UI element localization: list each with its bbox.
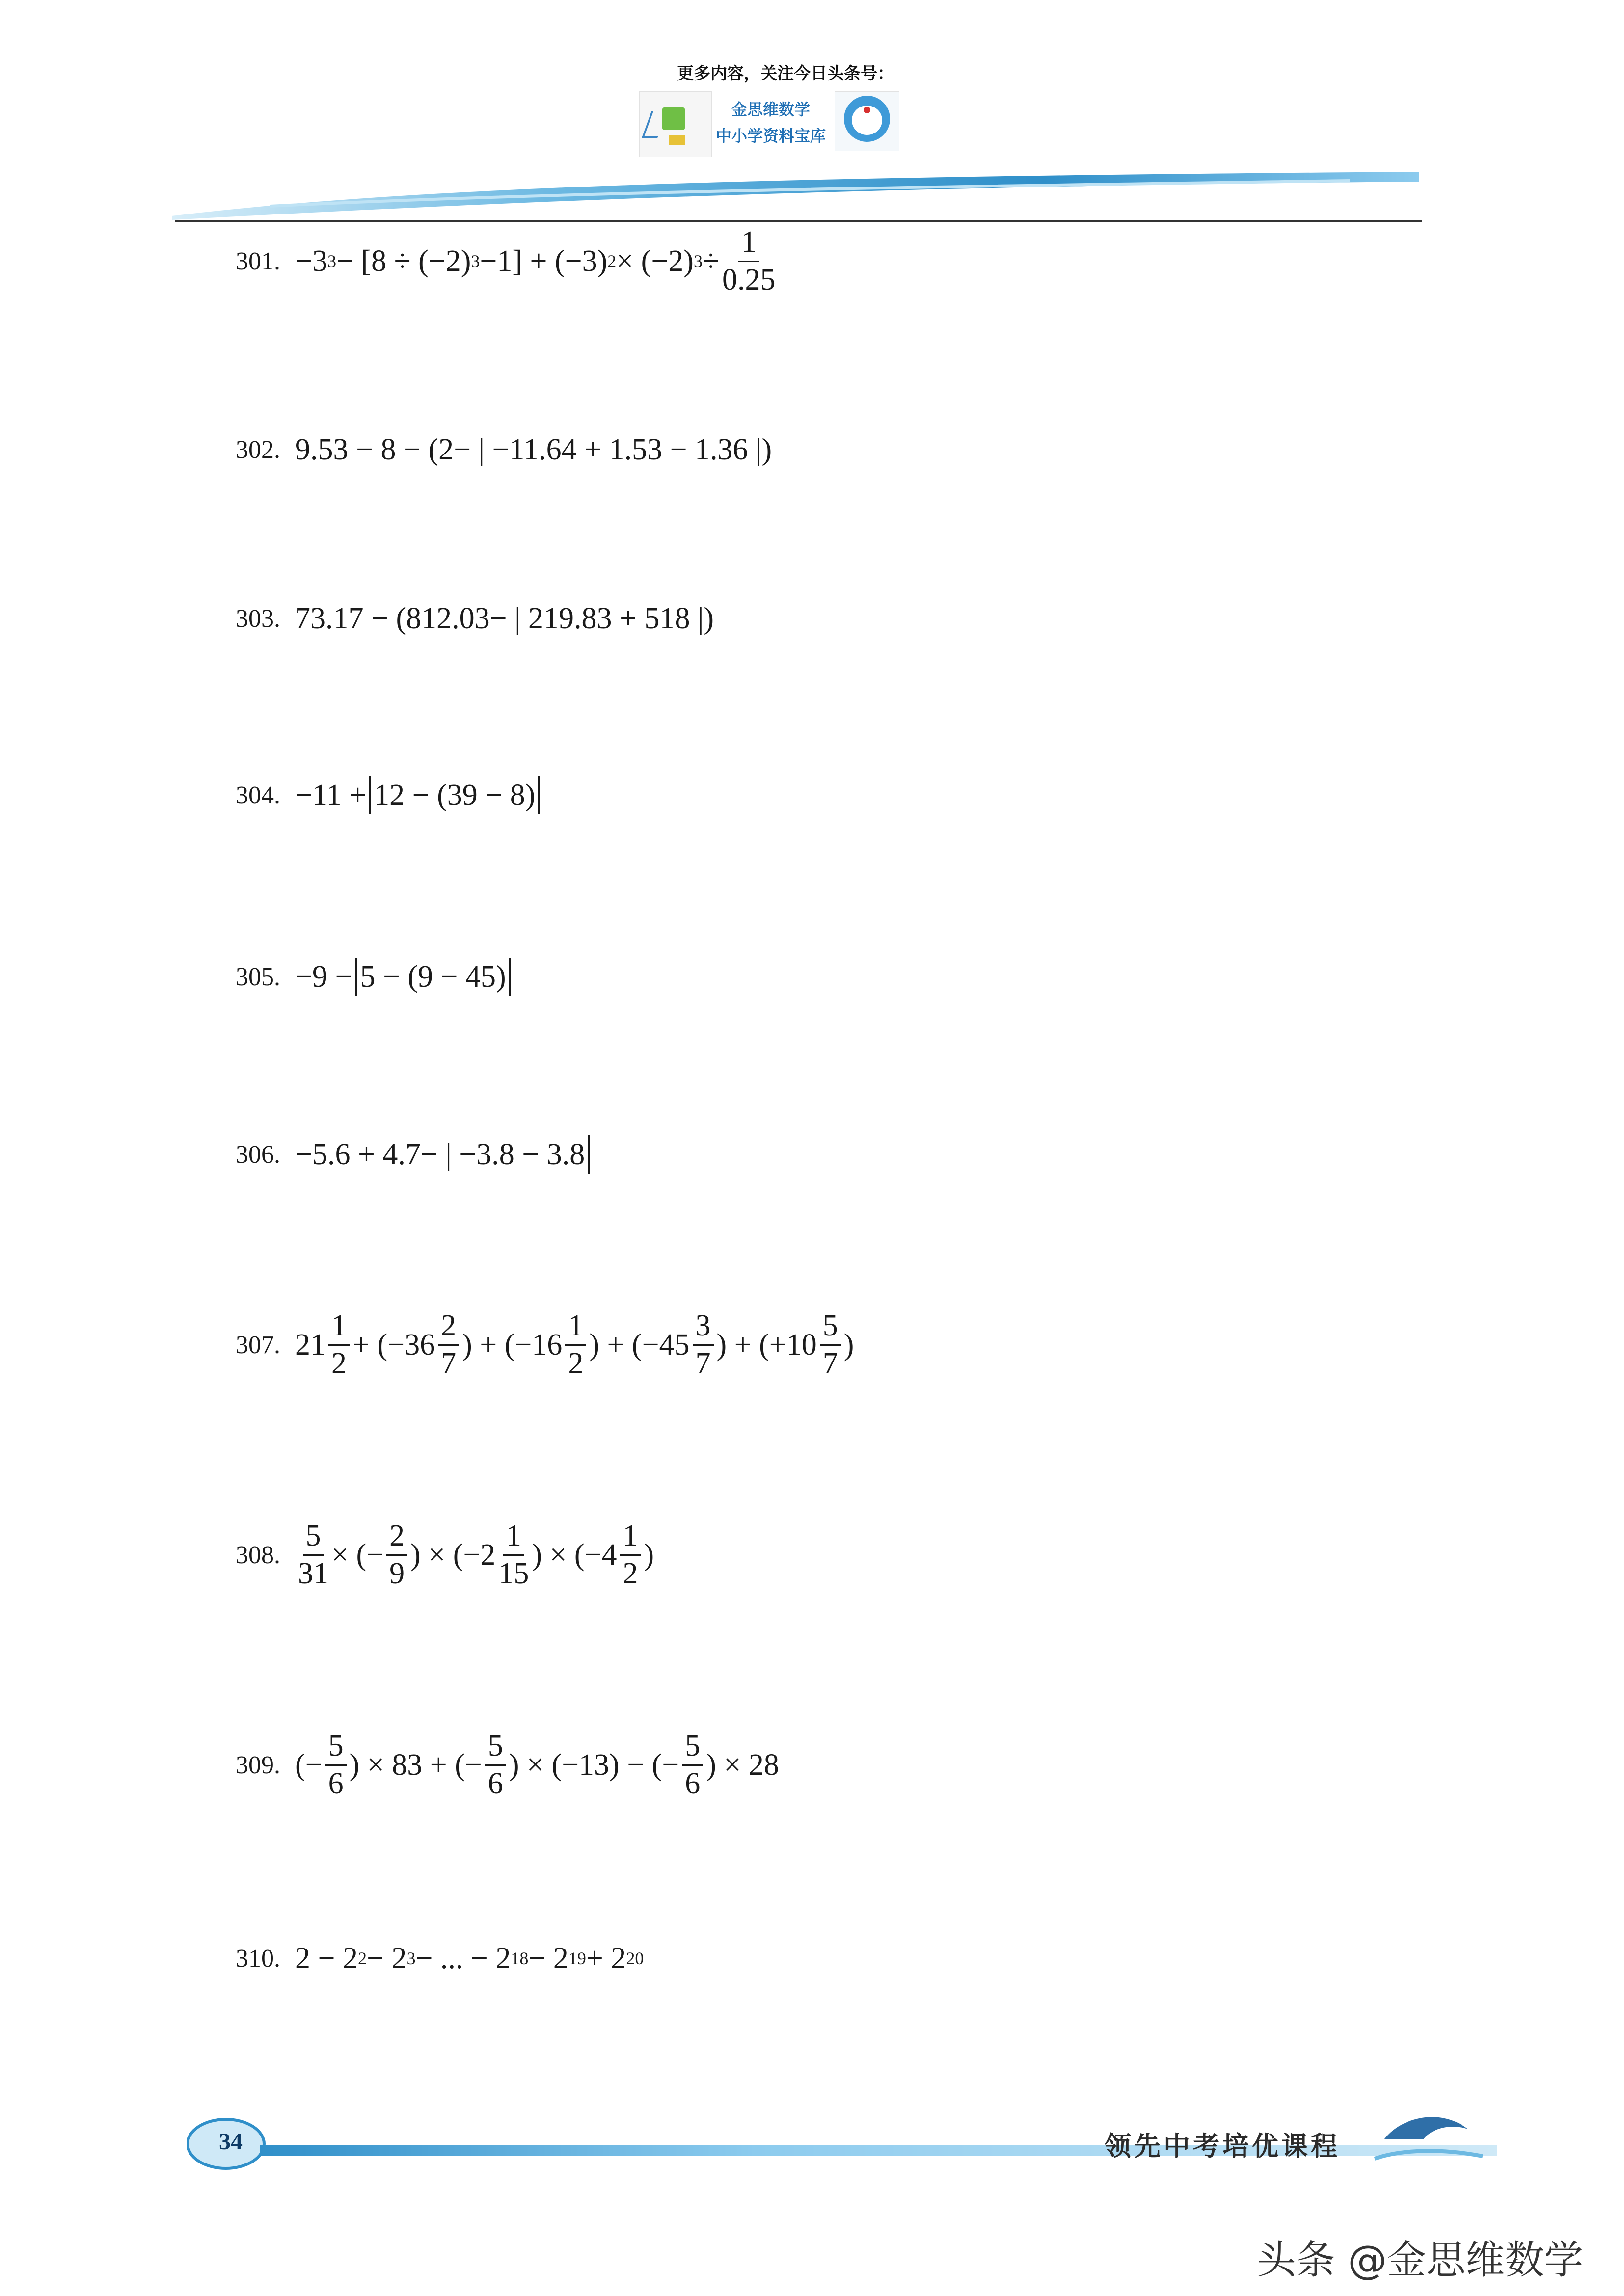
problem-303 [236,584,714,653]
brand-line-1: 金思维数学 [731,100,810,119]
problem-expression: (− $\frac{5}{6}$ ) × 83 + (− $\frac{5}{6}$ ) × (−13) − (− $\frac{5}{6}$ ) × 28 [295,1729,779,1800]
problem-number: 307. [236,1331,280,1359]
header-rule [175,220,1422,222]
problem-number: 310. [236,1944,280,1973]
header-promo-text: 更多内容，关注今日头条号： [677,64,894,83]
problem-number: 306. [236,1140,280,1169]
problem-309 [236,1731,779,1799]
problem-number: 301. [236,247,280,275]
absolute-bar [355,958,357,996]
brand-line-2: 中小学资料宝库 [715,127,826,145]
absolute-bar [369,776,371,814]
problem-310 [236,1924,644,1993]
footer-slogan: 领先中考培优课程 [1105,2131,1340,2162]
problem-304 [236,761,543,829]
problem-expression: −3 3 − [8 ÷ (−2) 3 −1] + (−3) 2 × (−2) 3 ÷ $\frac{1}{0.25}$ [295,225,776,296]
problem-number: 302. [236,435,280,464]
problem-expression: −5.6 + 4.7− | −3.8 − 3.8 [295,1135,593,1174]
problem-306 [236,1120,593,1189]
problem-expression: −9 − 5 − (9 − 45) [295,958,514,996]
problem-307 [236,1310,854,1379]
fraction: $\frac{1}{0.25}$ [722,225,776,296]
problem-308 [236,1521,654,1589]
watermark: 头条 @金思维数学 [1257,2237,1584,2283]
problem-number: 308. [236,1541,280,1569]
problem-expression: −11 + 12 − (39 − 8) [295,776,543,814]
header-wave-decoration [172,167,1419,221]
absolute-bar [538,776,540,814]
absolute-bar [509,958,511,996]
problem-expression: 73.17 − (812.03− | 219.83 + 518 |) [295,601,714,635]
page-number: 34 [219,2128,243,2155]
problem-number: 304. [236,781,280,809]
problem-number: 309. [236,1751,280,1779]
problem-expression: 9.53 − 8 − (2− | −11.64 + 1.53 − 1.36 |) [295,432,772,466]
problem-expression: 2 − 2 2 − 2 3 − ... − 2 18 − 2 19 + 2 20 [295,1941,644,1975]
problem-number: 303. [236,604,280,633]
problem-expression: $\frac{5}{31}$ × (− $\frac{2}{9}$ ) × (−2 $\frac{1}{15}$ ) × (−4 $\frac{1}{2}$ ) [298,1519,654,1590]
problem-302 [236,415,772,484]
problem-301 [236,227,778,295]
math-logo-icon [639,91,712,157]
problem-expression: 21 $\frac{1}{2}$ + (−36 $\frac{2}{7}$ ) + (−16 $\frac{1}{2}$ ) + (−45 $\frac{3}{7}$ ) + (+10 $\frac{5}{7}$ ) [295,1309,854,1380]
problem-305 [236,942,514,1011]
brand-name [712,96,830,149]
problem-number: 305. [236,962,280,991]
absolute-bar [588,1135,590,1174]
cartoon-mascot-icon [835,91,899,151]
